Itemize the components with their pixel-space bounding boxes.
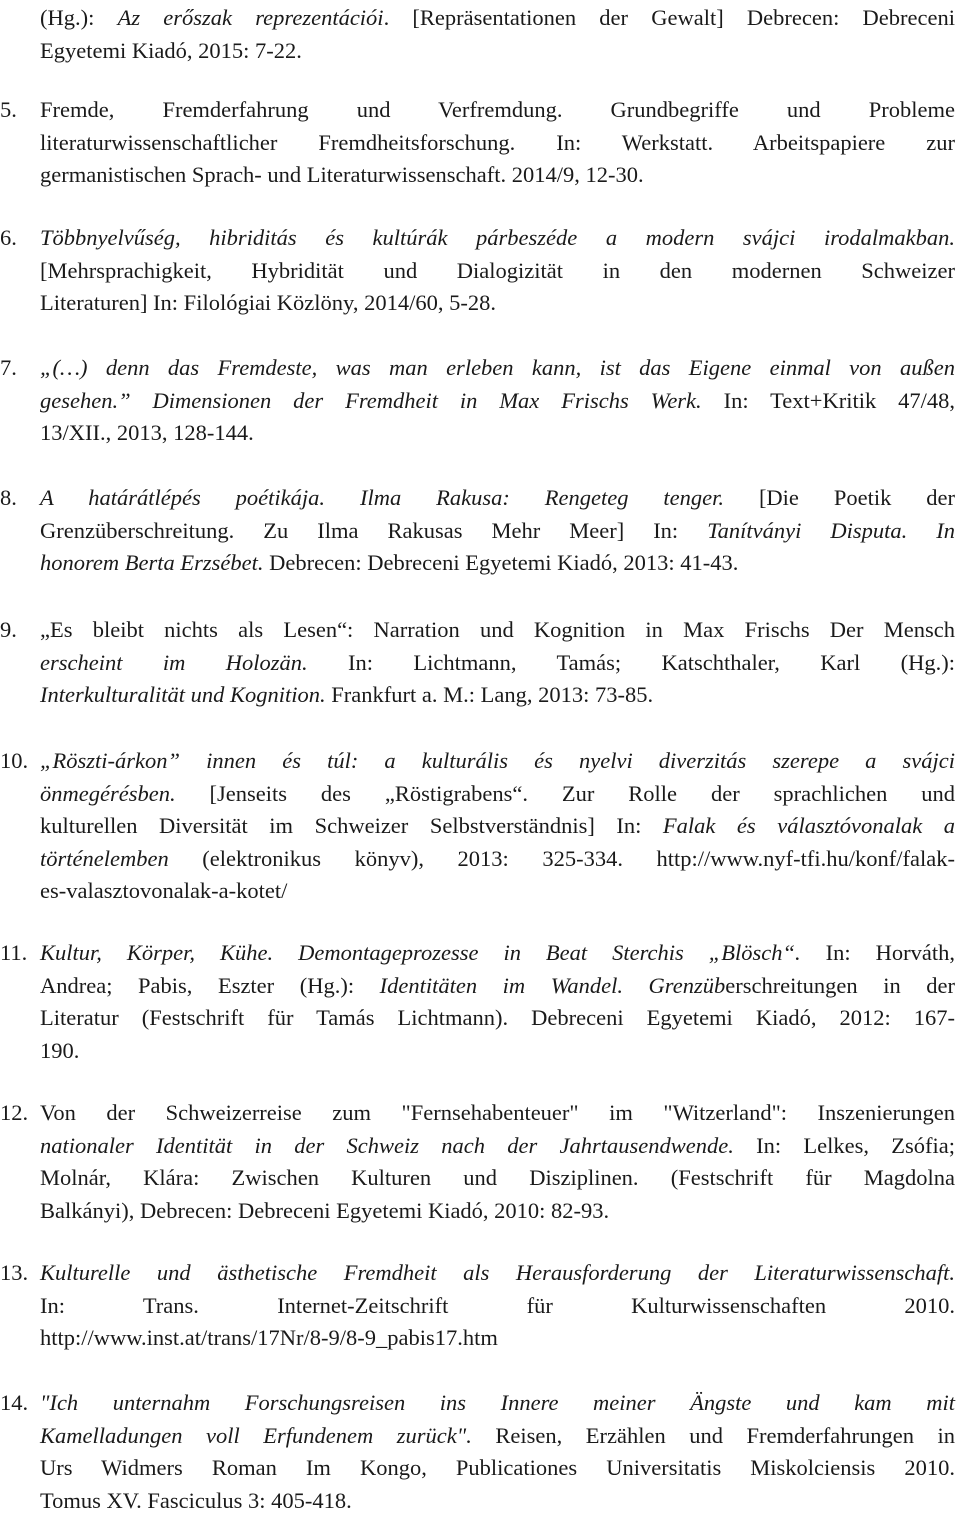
entry-number: 12. [0,1100,29,1125]
entry-number: 14. [0,1390,29,1415]
entry-title: Kultur, Körper, Kühe. Demontageprozesse in Beat Sterchis „Blösch“. [40,940,801,965]
entry-text: literaturwissenschaftlicher Fremdheitsforschung. In: Werkstatt. Arbeitspapiere zur [40,129,955,155]
entry-number: 11. [0,940,28,965]
entry-text: „Es bleibt nichts als Lesen“: Narration und Kognition in Max Frischs Der Mensch [40,617,955,642]
entry-number: 6. [0,225,17,250]
bibliography-entry-5 [0,94,955,192]
entry-title: A határátlépés poétikája. Ilma Rakusa: Rengeteg tenger. [40,485,725,510]
entry-number: 8. [0,485,17,510]
bibliography-entry-7 [0,352,955,450]
entry-text: Literaturen] In: Filológiai Közlöny, 2014/60, 5-28. [40,290,496,315]
entry-text: Egyetemi Kiadó, 2015: 7-22. [40,37,302,63]
entry-line [40,2,955,35]
entry-text: Literatur (Festschrift für Tamás Lichtmann). Debreceni Egyetemi Kiadó, 2012: 167- [40,1005,955,1030]
entry-title: gesehen.” Dimensionen der Fremdheit in Max Frischs Werk. [40,387,702,413]
bibliography-entry-8 [0,482,955,580]
entry-number: 13. [0,1260,29,1285]
entry-text: Grenzüberschreitung. Zu Ilma Rakusas Mehr Meer] In: [40,517,708,543]
entry-text: Balkányi), Debrecen: Debreceni Egyetemi Kiadó, 2010: 82-93. [40,1197,610,1223]
entry-title: önmegérésben. [40,780,176,806]
entry-text: [Jenseits des „Röstigrabens“. Zur Rolle der sprachlichen und [175,780,955,806]
entry-title: Interkulturalität und Kognition. [40,682,326,707]
entry-title: „Röszti-árkon” innen és túl: a kulturális és nyelvi diverzitás szerepe a svájci [40,748,955,773]
entry-text: Fremde, Fremderfahrung und Verfremdung. Grundbegriffe und Probleme [40,97,955,122]
entry-text: Reisen, Erzählen und Fremderfahrungen in [471,1422,955,1448]
entry-number: 7. [0,355,17,380]
entry-number: 10. [0,748,29,773]
bibliography-entry-11 [0,937,955,1067]
entry-text: Frankfurt a. M.: Lang, 2013: 73-85. [325,682,654,707]
entry-title: Kulturelle und ästhetische Fremdheit als Herausforderung der Literaturwissenschaft. [40,1260,955,1285]
entry-text: 190. [40,1037,80,1063]
entry-title: "Ich unternahm Forschungsreisen ins Innere meiner Ängste und kam mit [40,1390,955,1415]
bibliography-entry-6 [0,222,955,320]
entry-title: erscheint im Holozän. [40,649,308,675]
entry-text: In: Trans. Internet-Zeitschrift für Kulturwissenschaften 2010. [40,1292,955,1318]
entry-text: [Mehrsprachigkeit, Hybridität und Dialogizität in den modernen Schweizer [40,257,955,283]
entry-text: . [Repräsentationen der Gewalt] Debrecen: Debreceni [383,5,956,30]
entry-text: Debrecen: Debreceni Egyetemi Kiadó, 2013: 41-43. [263,550,739,575]
entry-text: In: Lelkes, Zsófia; [733,1132,955,1158]
entry-text: 13/XII., 2013, 128-144. [40,420,254,445]
bibliography-entry-10 [0,745,955,908]
entry-text: Andrea; Pabis, Eszter (Hg.): [40,972,380,998]
entry-text: In: Lichtmann, Tamás; Katschthaler, Karl (Hg.): [307,649,955,675]
entry-number: 9. [0,617,17,642]
entry-title: Identitäten im Wandel. Grenzüb [379,972,726,998]
entry-text: Von der Schweizerreise zum "Fernsehabenteuer" im "Witzerland": Inszenierungen [40,1100,955,1125]
entry-title: Tanítványi Disputa. In [707,517,955,543]
entry-text: (Hg.): [40,5,95,30]
entry-text: [Die Poetik der [724,485,955,510]
entry-text: Tomus XV. Fasciculus 3: 405-418. [40,1487,352,1513]
entry-text: kulturellen Diversität im Schweizer Selbstverständnis] In: [40,813,663,838]
entry-text: In: Text+Kritik 47/48, [701,387,955,413]
entry-title: nationaler Identität in der Schweiz nach der Jahrtausendwende. [40,1132,734,1158]
entry-title: Többnyelvűség, hibriditás és kultúrák párbeszéde a modern svájci irodalmakban. [40,225,955,250]
entry-title: Falak és választóvonalak a [662,813,955,838]
entry-text: In: Horváth, [800,940,955,965]
entry-text: erschreitungen in der [725,972,955,998]
entry-number: 5. [0,97,17,122]
entry-text: germanistischen Sprach- und Literaturwissenschaft. 2014/9, 12-30. [40,162,644,187]
entry-title: történelemben [40,845,169,871]
entry-text: Molnár, Klára: Zwischen Kulturen und Disziplinen. (Festschrift für Magdolna [40,1165,955,1190]
bibliography-entry-12 [0,1097,955,1227]
entry-title: Kamelladungen voll Erfundenem zurück". [40,1422,472,1448]
bibliography-entry-continued [40,2,955,67]
bibliography-entry-13 [0,1257,955,1355]
bibliography-entry-9 [0,614,955,712]
entry-title: honorem Berta Erzsébet. [40,550,264,575]
entry-title: „(…) denn das Fremdeste, was man erleben kann, ist das Eigene einmal von außen [40,355,955,380]
entry-title: Az erőszak reprezentációi [117,5,384,30]
entry-text: es-valasztovonalak-a-kotet/ [40,878,288,903]
entry-line [40,35,955,68]
entry-link[interactable]: http://www.inst.at/trans/17Nr/8-9/8-9_pabis17.htm [40,1325,498,1350]
entry-text: (elektronikus könyv), 2013: 325-334. http://www.nyf-tfi.hu/konf/falak- [168,845,955,871]
entry-text: Urs Widmers Roman Im Kongo, Publicationes Universitatis Miskolciensis 2010. [40,1455,955,1480]
bibliography-entry-14 [0,1387,955,1517]
